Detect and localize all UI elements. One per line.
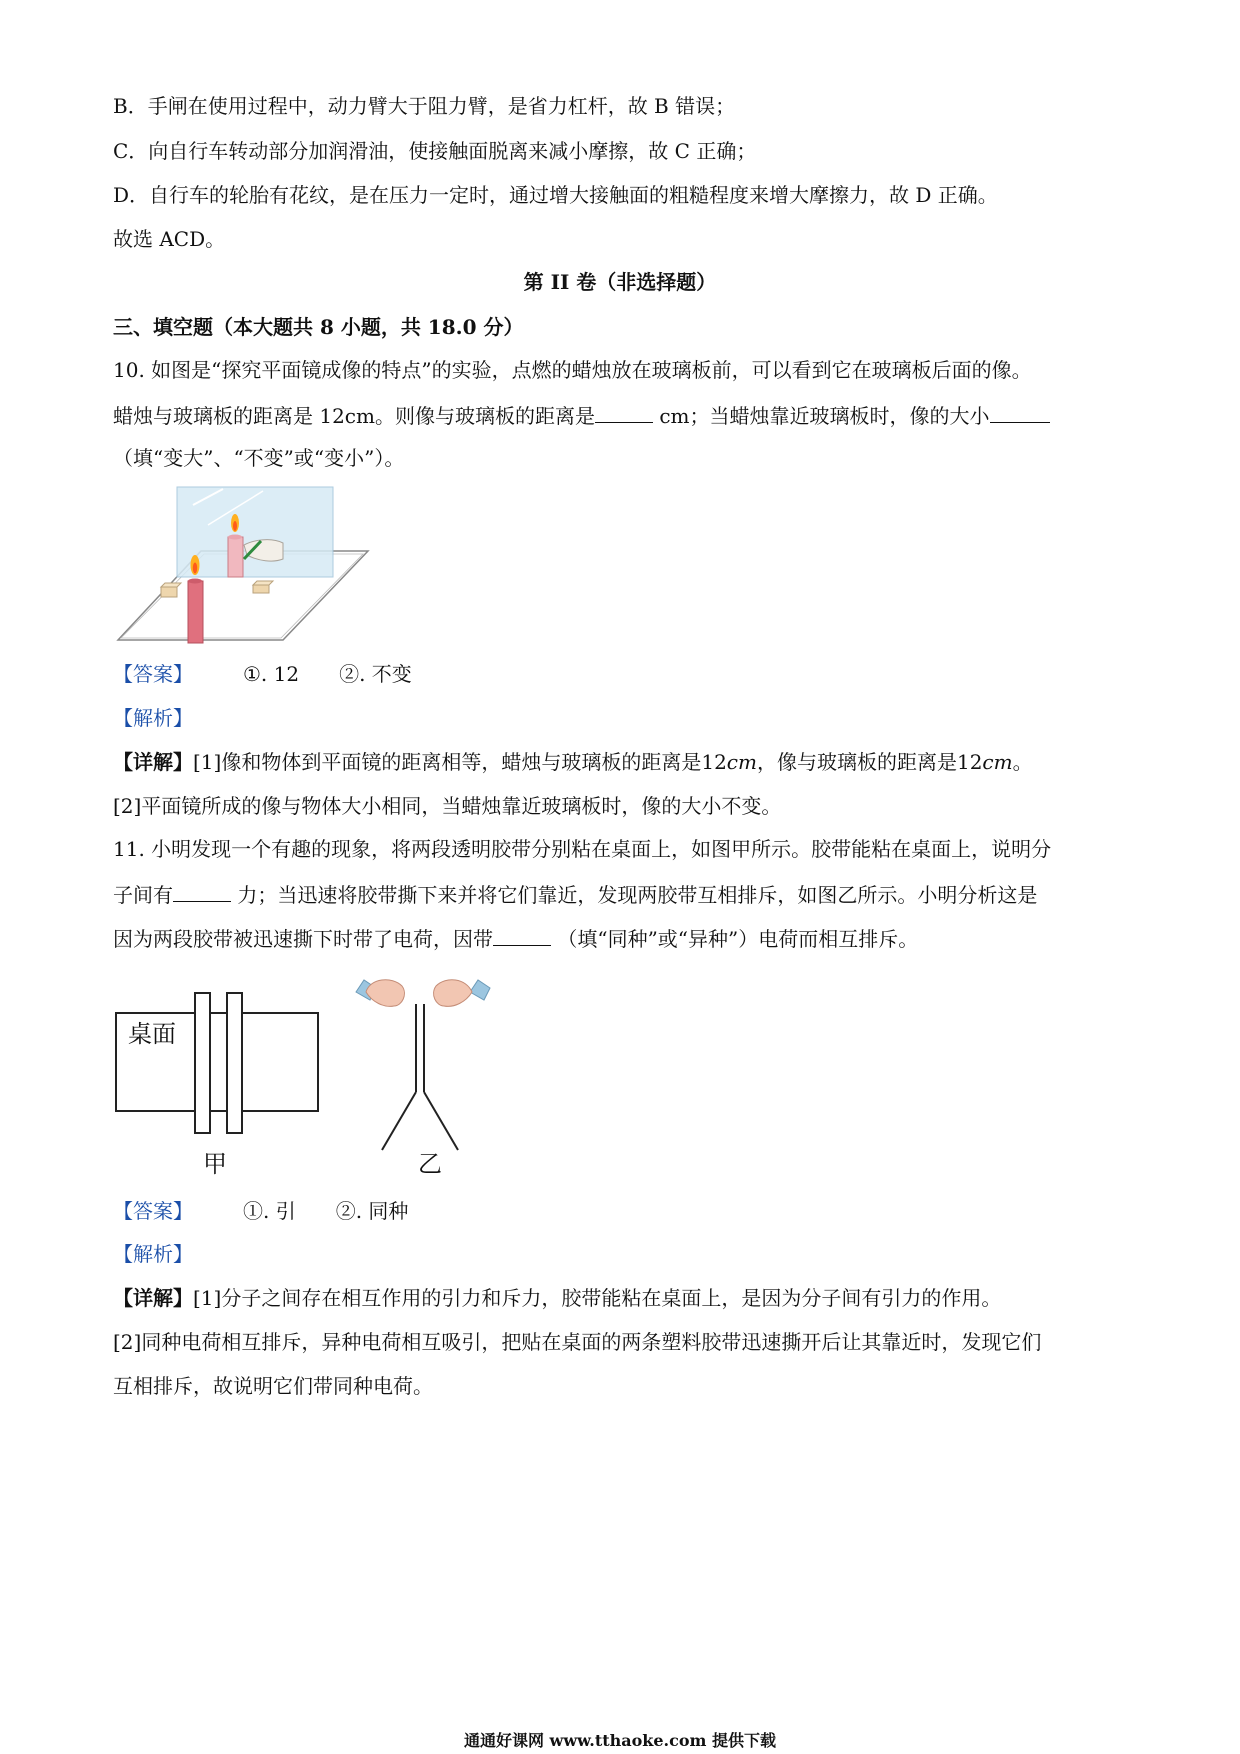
q10-answer-tag: 【答案】 <box>113 662 193 686</box>
option-b-text: B．手闸在使用过程中，动力臂大于阻力臂，是省力杠杆，故 B 错误； <box>113 94 736 118</box>
q10-detail-2: [2]平面镜所成的像与物体大小相同，当蜡烛靠近玻璃板时，像的大小不变。 <box>113 794 782 818</box>
q10-detail-tag: 【详解】 <box>113 750 193 774</box>
q11-line3-part1: 因为两段胶带被迅速撕下时带了电荷，因带 <box>113 927 493 951</box>
section-title: 第 II 卷（非选择题） <box>523 270 717 294</box>
q10-detail-unit-1: cm <box>726 750 757 774</box>
q11-detail-1 <box>113 1284 1001 1312</box>
q10-analysis-tag: 【解析】 <box>113 706 193 730</box>
q10-detail-1c: 。 <box>1012 750 1033 774</box>
q11-line1: 11. 小明发现一个有趣的现象，将两段透明胶带分别粘在桌面上，如图甲所示。胶带能粘在桌面上，说明分 <box>113 837 1052 861</box>
q11-line2 <box>113 879 1037 909</box>
figure-desk-label: 桌面 <box>128 1020 176 1048</box>
q10-detail-1 <box>113 748 1033 776</box>
tapes-repelling-figure <box>350 970 500 1165</box>
tape-on-desk-figure <box>113 990 323 1170</box>
q10-detail-1a: [1]像和物体到平面镜的距离相等，蜡烛与玻璃板的距离是 <box>193 750 702 774</box>
q10-detail-value-1: 12 <box>701 750 727 774</box>
option-d-text: D．自行车的轮胎有花纹，是在压力一定时，通过增大接触面的粗糙程度来增大摩擦力，故 D 正确。 <box>113 183 998 207</box>
q11-analysis-tag: 【解析】 <box>113 1242 193 1266</box>
q11-answer-tag: 【答案】 <box>113 1199 193 1223</box>
q11-answer-2: ②. 同种 <box>335 1199 409 1223</box>
q11-detail-tag: 【详解】 <box>113 1286 193 1310</box>
mirror-experiment-figure <box>113 485 373 650</box>
q10-detail-unit-2: cm <box>982 750 1013 774</box>
q11-line3 <box>113 923 918 953</box>
figure-jia-label: 甲 <box>203 1150 227 1178</box>
figure-yi-label: 乙 <box>418 1150 442 1178</box>
option-c-text: C．向自行车转动部分加润滑油，使接触面脱离来减小摩擦，故 C 正确； <box>113 139 757 163</box>
q10-blank-1 <box>595 400 653 423</box>
q11-detail-1-text: [1]分子之间存在相互作用的引力和斥力，胶带能粘在桌面上，是因为分子间有引力的作用。 <box>193 1286 1002 1310</box>
q10-line1: 10. 如图是“探究平面镜成像的特点”的实验，点燃的蜡烛放在玻璃板前，可以看到它在玻璃板后面的像。 <box>113 358 1032 382</box>
q10-blank-2 <box>990 400 1050 423</box>
q11-answer-1: ①. 引 <box>243 1199 296 1223</box>
q10-line3: （填“变大”、“不变”或“变小”）。 <box>113 446 405 470</box>
q11-detail-2a: [2]同种电荷相互排斥，异种电荷相互吸引，把贴在桌面的两条塑料胶带迅速撕开后让其靠近时，发现它们 <box>113 1330 1042 1354</box>
q10-answer-line <box>113 660 412 688</box>
q11-answer-line <box>113 1197 408 1225</box>
q10-line2 <box>113 400 1050 430</box>
q11-detail-2b: 互相排斥，故说明它们带同种电荷。 <box>113 1374 433 1398</box>
q10-answer-2: ②. 不变 <box>339 662 412 686</box>
q11-line2-part2: 力；当迅速将胶带撕下来并将它们靠近，发现两胶带互相排斥，如图乙所示。小明分析这是 <box>231 883 1038 907</box>
q10-detail-1b: ，像与玻璃板的距离是 <box>756 750 957 774</box>
q11-line2-part1: 子间有 <box>113 883 173 907</box>
section-three-heading: 三、填空题（本大题共 8 小题，共 18.0 分） <box>113 315 524 339</box>
q11-line3-part2: （填“同种”或“异种”）电荷而相互排斥。 <box>551 927 919 951</box>
q10-line2-part1: 蜡烛与玻璃板的距离是 12cm。则像与玻璃板的距离是 <box>113 404 595 428</box>
answer-select-text: 故选 ACD。 <box>113 227 226 251</box>
q11-blank-2 <box>493 923 551 946</box>
page-footer: 通通好课网 www.tthaoke.com 提供下载 <box>463 1731 777 1750</box>
q10-line2-part2: cm；当蜡烛靠近玻璃板时，像的大小 <box>652 404 990 428</box>
q10-detail-value-2: 12 <box>956 750 983 774</box>
q10-answer-1: ①. 12 <box>243 662 300 686</box>
q11-blank-1 <box>173 879 231 902</box>
